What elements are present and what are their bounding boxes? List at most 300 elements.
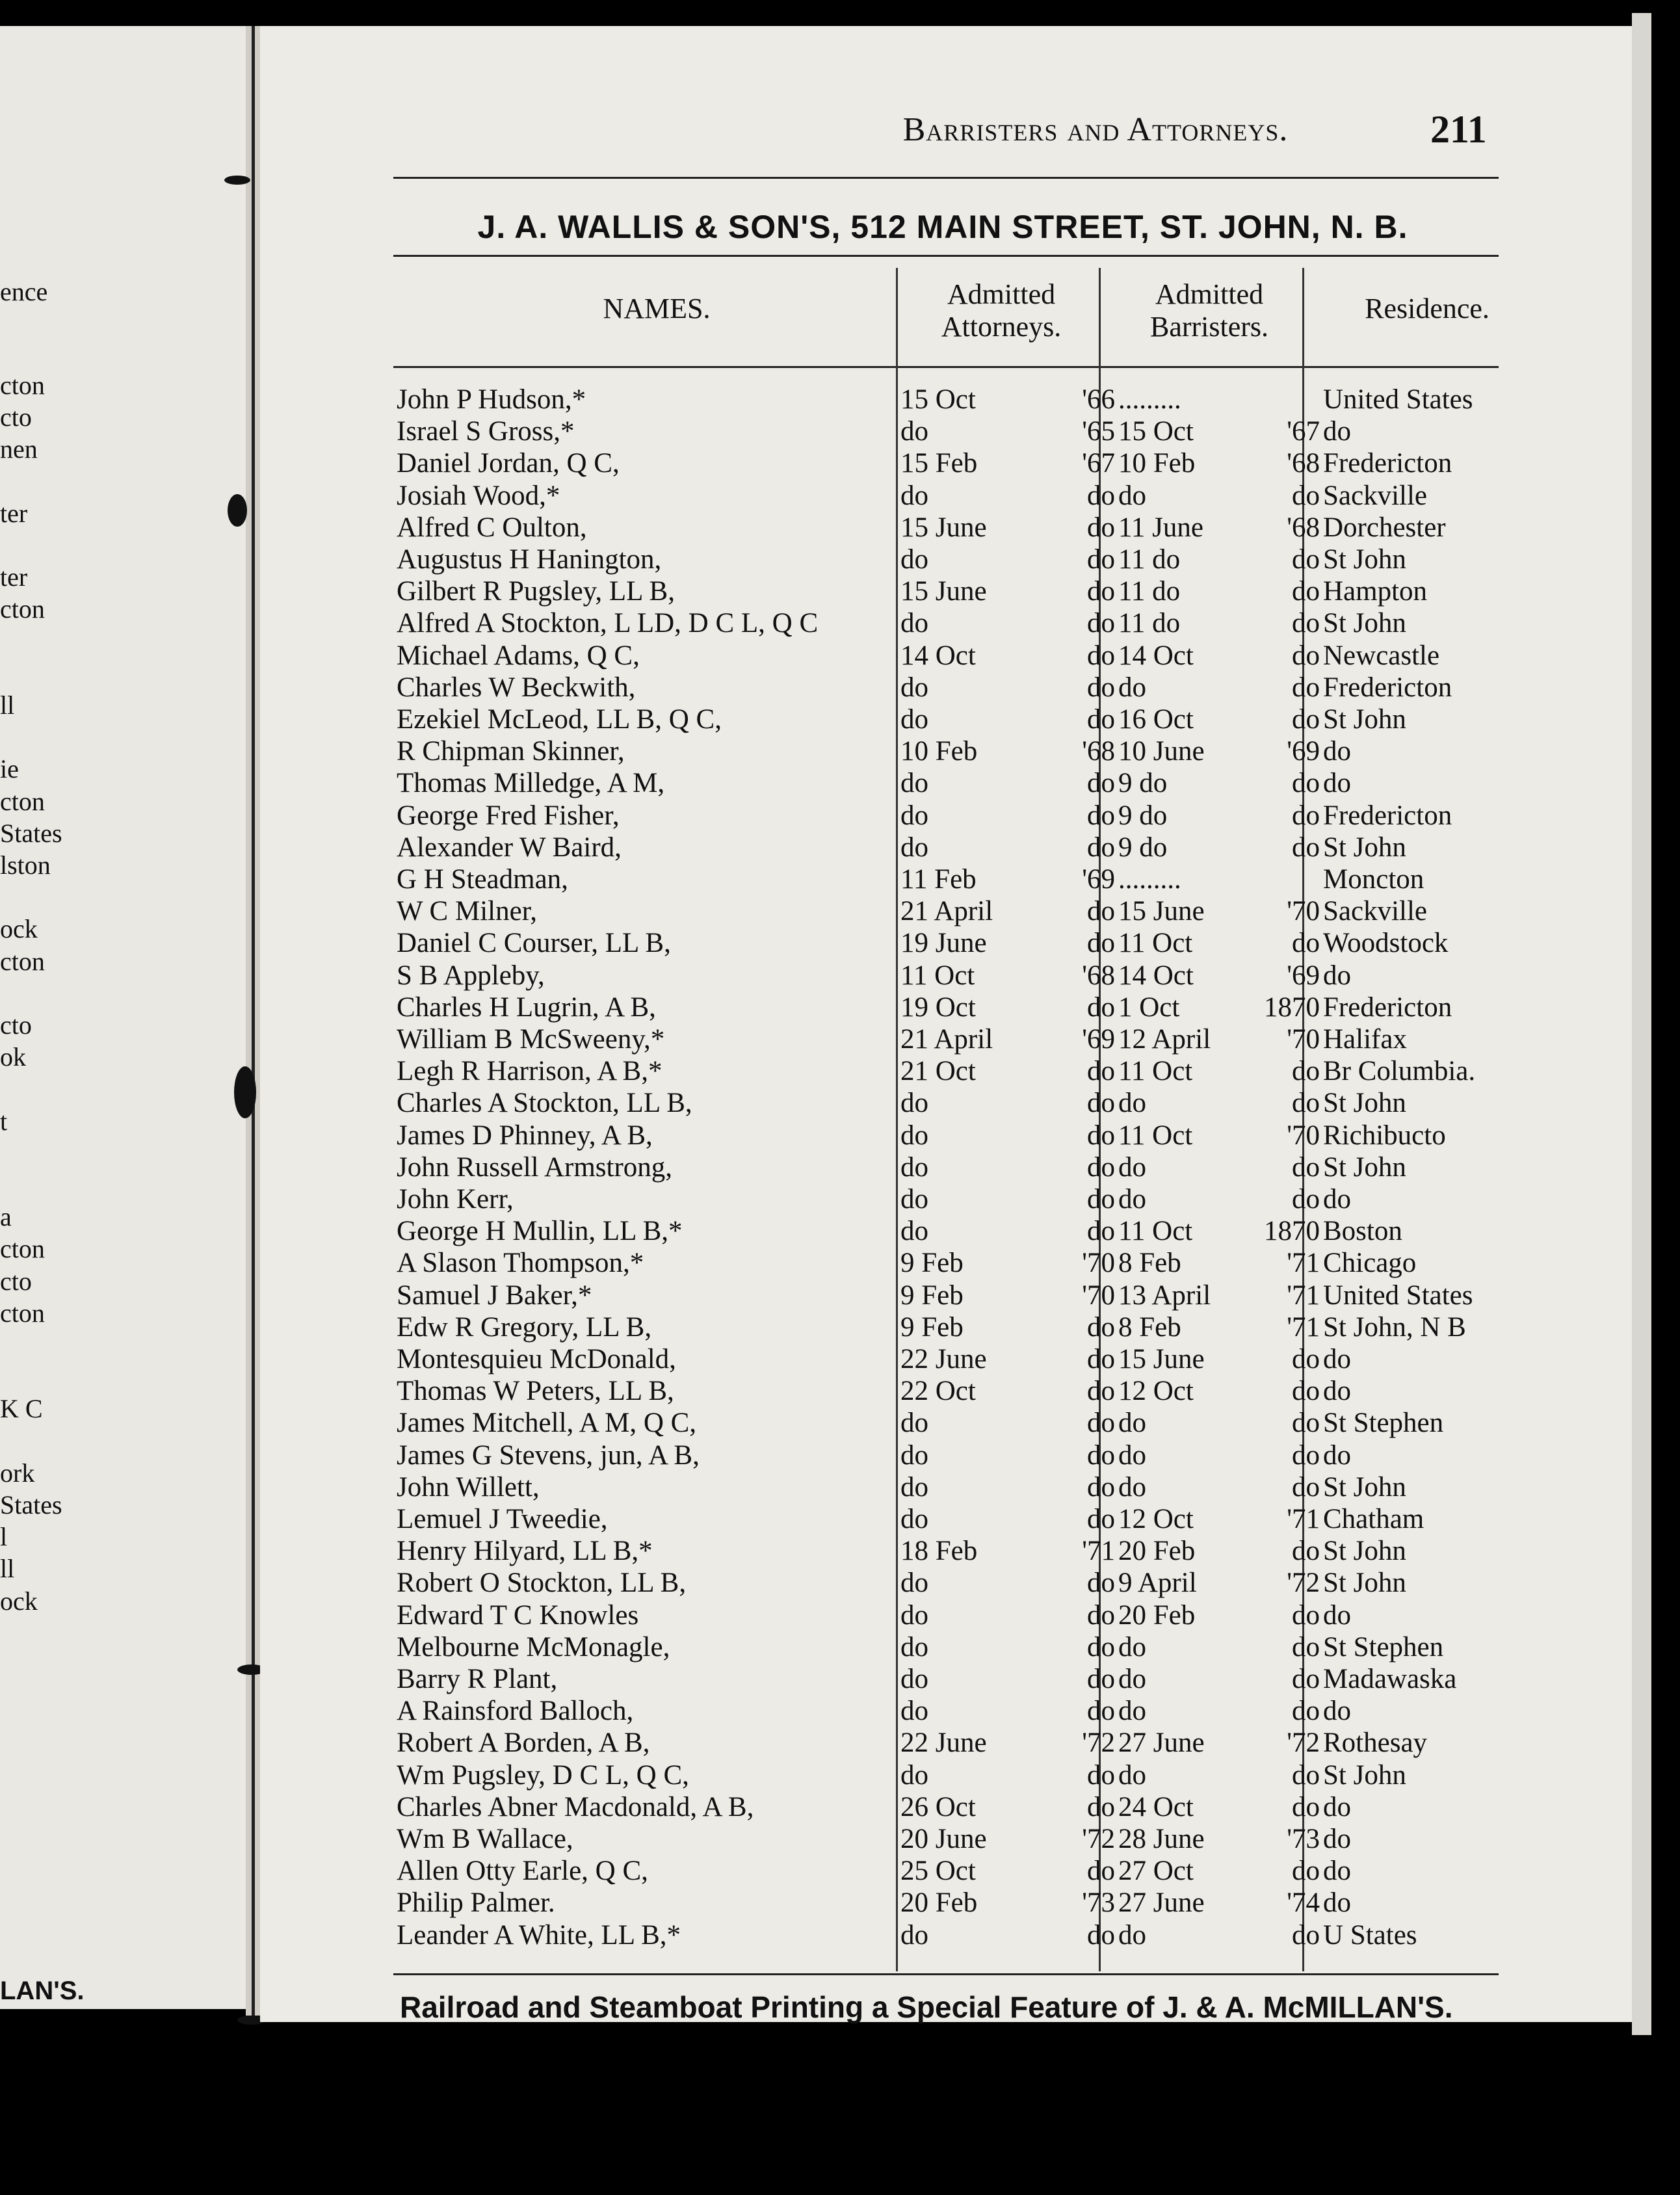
attorney-year-cell: do (1087, 704, 1115, 735)
page-number: 211 (1430, 108, 1487, 151)
column-header-barristers: Admitted Barristers. (1149, 278, 1269, 343)
ink-blot (234, 1066, 256, 1118)
name-cell: Josiah Wood,* (397, 480, 560, 511)
attorney-date-cell: do (900, 1664, 928, 1694)
residence-cell: Dorchester (1323, 512, 1446, 543)
name-cell: Charles H Lugrin, A B, (397, 992, 656, 1023)
ink-blot (228, 494, 247, 527)
attorney-year-cell: do (1087, 1408, 1115, 1439)
barrister-date-cell: do (1118, 1631, 1146, 1663)
attorney-year-cell: '69 (1082, 864, 1115, 895)
barrister-date-cell: do (1118, 1696, 1146, 1727)
barrister-date-cell: do (1118, 1919, 1146, 1951)
residence-cell: Moncton (1323, 864, 1424, 895)
name-cell: Daniel C Courser, LL B, (397, 928, 671, 959)
residence-cell: St John (1323, 704, 1406, 735)
column-header-names: NAMES. (603, 293, 711, 324)
name-cell: Israel S Gross,* (397, 416, 575, 447)
barrister-year-cell: '71 (1287, 1280, 1320, 1311)
table-row (260, 1791, 1632, 1823)
residence-cell: Halifax (1323, 1024, 1407, 1055)
table-row (260, 832, 1632, 863)
page-edge (1632, 13, 1651, 2035)
barrister-year-cell: do (1292, 928, 1320, 959)
table-row (260, 1311, 1632, 1343)
barrister-date-cell: 11 June (1118, 512, 1203, 543)
attorney-year-cell: '65 (1082, 416, 1115, 447)
attorney-year-cell: do (1087, 1696, 1115, 1727)
facing-page-line: ll (0, 1554, 15, 1584)
name-cell: James Mitchell, A M, Q C, (397, 1408, 697, 1439)
facing-page-line: cton (0, 594, 45, 624)
attorney-date-cell: 15 Feb (900, 448, 978, 479)
residence-cell: St John (1323, 1568, 1406, 1599)
attorney-date-cell: do (900, 1408, 928, 1439)
barrister-date-cell: do (1118, 1151, 1146, 1183)
gutter-line (252, 26, 255, 2016)
barrister-year-cell: do (1292, 1791, 1320, 1822)
barrister-date-cell: 20 Feb (1118, 1536, 1196, 1567)
attorney-date-cell: 18 Feb (900, 1536, 978, 1567)
table-row (260, 1727, 1632, 1759)
name-cell: Thomas Milledge, A M, (397, 768, 665, 799)
attorney-year-cell: '70 (1082, 1248, 1115, 1279)
attorney-date-cell: do (900, 1471, 928, 1503)
facing-page-line: ok (0, 1042, 26, 1072)
barrister-date-cell: 20 Feb (1118, 1599, 1196, 1631)
facing-page-line: nen (0, 434, 38, 464)
attorney-year-cell: do (1087, 512, 1115, 543)
facing-page-line: ter (0, 498, 28, 528)
barrister-year-cell: '71 (1287, 1504, 1320, 1534)
attorney-year-cell: do (1087, 1439, 1115, 1471)
barrister-year-cell: do (1292, 1471, 1320, 1503)
facing-page-line: ter (0, 562, 28, 592)
name-cell: James G Stevens, jun, A B, (397, 1439, 700, 1471)
name-cell: Robert A Borden, A B, (397, 1728, 650, 1759)
residence-cell: Rothesay (1323, 1728, 1428, 1759)
residence-cell: St John, N B (1323, 1311, 1466, 1343)
barrister-date-cell: 27 June (1118, 1887, 1205, 1919)
attorney-date-cell: do (900, 832, 928, 863)
name-cell: G H Steadman, (397, 864, 568, 895)
barrister-year-cell: do (1292, 704, 1320, 735)
facing-page-fragment (0, 26, 246, 2009)
residence-cell: do (1323, 1791, 1351, 1822)
barrister-year-cell: '72 (1287, 1568, 1320, 1599)
facing-page-line: ock (0, 1586, 38, 1616)
attorney-year-cell: '71 (1082, 1536, 1115, 1567)
residence-cell: Fredericton (1323, 992, 1452, 1023)
barrister-date-cell: 16 Oct (1118, 704, 1194, 735)
barrister-year-cell: do (1292, 1664, 1320, 1694)
residence-cell: Woodstock (1323, 928, 1449, 959)
residence-cell: St John (1323, 832, 1406, 863)
facing-page-line: lston (0, 850, 51, 880)
residence-cell: Chicago (1323, 1248, 1417, 1279)
attorney-year-cell: do (1087, 1919, 1115, 1951)
attorney-date-cell: do (900, 768, 928, 799)
table-row (260, 1055, 1632, 1087)
barrister-year-cell: do (1292, 1151, 1320, 1183)
barrister-date-cell: 9 do (1118, 768, 1168, 799)
attorney-year-cell: '73 (1082, 1887, 1115, 1919)
facing-page-heading: ence (0, 277, 48, 306)
name-cell: William B McSweeny,* (397, 1024, 665, 1055)
barrister-year-cell: do (1292, 1599, 1320, 1631)
residence-cell: St John (1323, 544, 1406, 575)
attorney-year-cell: do (1087, 928, 1115, 959)
attorney-year-cell: do (1087, 1311, 1115, 1343)
residence-cell: U States (1323, 1919, 1417, 1951)
table-row (260, 1343, 1632, 1375)
barrister-year-cell: '71 (1287, 1248, 1320, 1279)
facing-page-footer: LAN'S. (0, 1977, 85, 2005)
name-cell: Wm Pugsley, D C L, Q C, (397, 1759, 689, 1791)
facing-page-line: cton (0, 946, 45, 976)
table-row (260, 1919, 1632, 1951)
barrister-date-cell: 11 Oct (1118, 1216, 1193, 1247)
residence-cell: United States (1323, 1280, 1473, 1311)
running-head: Barristers and Attorneys. (902, 111, 1289, 148)
barrister-date-cell: 8 Feb (1118, 1311, 1181, 1343)
barrister-date-cell: do (1118, 1664, 1146, 1694)
table-row (260, 1375, 1632, 1407)
facing-page-line: cto (0, 1010, 32, 1040)
table-row (260, 863, 1632, 895)
attorney-date-cell: 15 Oct (900, 384, 976, 415)
table-row (260, 1887, 1632, 1919)
table-row (260, 1855, 1632, 1887)
name-cell: Charles A Stockton, LL B, (397, 1088, 692, 1119)
table-row (260, 512, 1632, 544)
barrister-date-cell: 15 Oct (1118, 416, 1194, 447)
table-row (260, 800, 1632, 832)
attorney-year-cell: do (1087, 1151, 1115, 1183)
barrister-year-cell: do (1292, 544, 1320, 575)
footer-rule (393, 1973, 1499, 1975)
barrister-year-cell: do (1292, 1088, 1320, 1119)
barrister-year-cell: '71 (1287, 1311, 1320, 1343)
attorney-date-cell: 9 Feb (900, 1311, 964, 1343)
table-row (260, 895, 1632, 927)
name-cell: A Slason Thompson,* (397, 1248, 644, 1279)
barrister-year-cell: do (1292, 1408, 1320, 1439)
barrister-year-cell: do (1292, 672, 1320, 703)
attorney-year-cell: do (1087, 608, 1115, 639)
attorney-date-cell: do (900, 1184, 928, 1215)
barrister-year-cell: do (1292, 608, 1320, 639)
barrister-year-cell: do (1292, 576, 1320, 607)
facing-page-line: K C (0, 1394, 43, 1424)
attorney-date-cell: 15 June (900, 576, 987, 607)
facing-page-line: t (0, 1106, 8, 1136)
name-cell: Ezekiel McLeod, LL B, Q C, (397, 704, 722, 735)
barrister-year-cell: do (1292, 1056, 1320, 1087)
table-row (260, 607, 1632, 639)
attorney-date-cell: 22 June (900, 1344, 987, 1374)
name-cell: George H Mullin, LL B,* (397, 1216, 683, 1247)
table-row (260, 1567, 1632, 1599)
attorney-date-cell: 11 Oct (900, 960, 975, 991)
barrister-date-cell: do (1118, 672, 1146, 703)
barrister-date-cell: 27 Oct (1118, 1856, 1194, 1887)
attorney-year-cell: '69 (1082, 1024, 1115, 1055)
name-cell: Samuel J Baker,* (397, 1280, 592, 1311)
residence-cell: do (1323, 1376, 1351, 1407)
attorney-year-cell: '68 (1082, 960, 1115, 991)
attorney-date-cell: 21 Oct (900, 1056, 976, 1087)
attorney-year-cell: do (1087, 640, 1115, 671)
barrister-year-cell: '68 (1287, 512, 1320, 543)
barrister-year-cell: '73 (1287, 1824, 1320, 1854)
name-cell: Leander A White, LL B,* (397, 1919, 681, 1951)
table-row (260, 1599, 1632, 1631)
barrister-year-cell: '67 (1287, 416, 1320, 447)
name-cell: Augustus H Hanington, (397, 544, 662, 575)
residence-cell: do (1323, 736, 1351, 767)
table-row (260, 992, 1632, 1023)
barrister-year-cell: do (1292, 1919, 1320, 1951)
barrister-year-cell: do (1292, 800, 1320, 831)
residence-cell: United States (1323, 384, 1473, 415)
name-cell: Alfred A Stockton, L LD, D C L, Q C (397, 608, 819, 639)
attorney-year-cell: do (1087, 1759, 1115, 1791)
table-row (260, 1503, 1632, 1535)
residence-cell: Madawaska (1323, 1664, 1457, 1694)
barrister-date-cell: 27 June (1118, 1728, 1205, 1759)
table-row (260, 1215, 1632, 1247)
name-cell: George Fred Fisher, (397, 800, 620, 831)
residence-cell: St John (1323, 1088, 1406, 1119)
attorney-date-cell: 9 Feb (900, 1280, 964, 1311)
barrister-date-cell: 12 Oct (1118, 1376, 1194, 1407)
attorney-date-cell: 20 June (900, 1824, 987, 1854)
name-cell: Thomas W Peters, LL B, (397, 1376, 674, 1407)
residence-cell: do (1323, 1856, 1351, 1887)
table-row (260, 1247, 1632, 1279)
barrister-date-cell: do (1118, 1439, 1146, 1471)
facing-page-line: cton (0, 371, 45, 400)
attorney-date-cell: 25 Oct (900, 1856, 976, 1887)
residence-cell: Richibucto (1323, 1120, 1446, 1151)
attorney-date-cell: 20 Feb (900, 1887, 978, 1919)
table-row (260, 415, 1632, 447)
barrister-date-cell: 11 Oct (1118, 1056, 1193, 1087)
attorney-year-cell: do (1087, 576, 1115, 607)
attorney-date-cell: do (900, 480, 928, 511)
barrister-date-cell: 9 April (1118, 1568, 1197, 1599)
attorney-year-cell: do (1087, 768, 1115, 799)
barrister-date-cell: ......... (1118, 864, 1181, 895)
name-cell: Melbourne McMonagle, (397, 1631, 670, 1663)
residence-cell: do (1323, 416, 1351, 447)
table-row (260, 640, 1632, 672)
barrister-date-cell: do (1118, 1759, 1146, 1791)
name-cell: Michael Adams, Q C, (397, 640, 640, 671)
attorney-date-cell: 10 Feb (900, 736, 978, 767)
barrister-year-cell: '68 (1287, 448, 1320, 479)
barrister-date-cell: 12 Oct (1118, 1504, 1194, 1534)
name-cell: Alfred C Oulton, (397, 512, 587, 543)
attorney-year-cell: do (1087, 1568, 1115, 1599)
attorney-date-cell: do (900, 1088, 928, 1119)
attorney-date-cell: do (900, 1631, 928, 1663)
residence-cell: St John (1323, 1471, 1406, 1503)
barrister-year-cell: do (1292, 1439, 1320, 1471)
attorney-date-cell: 14 Oct (900, 640, 976, 671)
residence-cell: St John (1323, 1536, 1406, 1567)
barrister-year-cell: '70 (1287, 1024, 1320, 1055)
name-cell: Montesquieu McDonald, (397, 1344, 676, 1374)
attorney-year-cell: do (1087, 480, 1115, 511)
directory-page (260, 26, 1632, 2022)
attorney-year-cell: '72 (1082, 1728, 1115, 1759)
attorney-year-cell: do (1087, 1631, 1115, 1663)
attorney-year-cell: do (1087, 800, 1115, 831)
attorney-year-cell: do (1087, 1791, 1115, 1822)
attorney-year-cell: do (1087, 1599, 1115, 1631)
table-row (260, 447, 1632, 479)
barrister-year-cell: '69 (1287, 960, 1320, 991)
attorney-year-cell: do (1087, 1056, 1115, 1087)
attorney-date-cell: 22 June (900, 1728, 987, 1759)
table-row (260, 1183, 1632, 1215)
barrister-year-cell: do (1292, 640, 1320, 671)
table-row (260, 672, 1632, 703)
name-cell: Philip Palmer. (397, 1887, 555, 1919)
attorney-year-cell: do (1087, 1344, 1115, 1374)
barrister-year-cell: do (1292, 1536, 1320, 1567)
advertisement-footer: Railroad and Steamboat Printing a Special Feature of J. & A. McMILLAN'S. (400, 1990, 1453, 2024)
barrister-year-cell: do (1292, 1184, 1320, 1215)
residence-cell: do (1323, 1696, 1351, 1727)
name-cell: John Kerr, (397, 1184, 514, 1215)
barrister-date-cell: 10 Feb (1118, 448, 1196, 479)
attorney-date-cell: do (900, 1151, 928, 1183)
name-cell: Legh R Harrison, A B,* (397, 1056, 663, 1087)
attorney-date-cell: do (900, 1504, 928, 1534)
barrister-date-cell: 11 do (1118, 544, 1181, 575)
barrister-date-cell: 11 do (1118, 576, 1181, 607)
name-cell: R Chipman Skinner, (397, 736, 625, 767)
name-cell: James D Phinney, A B, (397, 1120, 653, 1151)
barrister-date-cell: ......... (1118, 384, 1181, 415)
residence-cell: do (1323, 1599, 1351, 1631)
attorney-year-cell: do (1087, 992, 1115, 1023)
attorney-date-cell: 21 April (900, 896, 993, 927)
name-cell: S B Appleby, (397, 960, 545, 991)
facing-page-line: ork (0, 1458, 35, 1488)
advert-rule (393, 255, 1499, 257)
attorney-year-cell: do (1087, 1216, 1115, 1247)
name-cell: Charles Abner Macdonald, A B, (397, 1791, 754, 1822)
attorney-date-cell: 22 Oct (900, 1376, 976, 1407)
name-cell: W C Milner, (397, 896, 538, 927)
barrister-year-cell: do (1292, 1856, 1320, 1887)
attorney-date-cell: do (900, 1759, 928, 1791)
table-row (260, 1759, 1632, 1791)
barrister-year-cell: do (1292, 768, 1320, 799)
attorney-date-cell: do (900, 672, 928, 703)
residence-cell: Sackville (1323, 480, 1428, 511)
column-header-attorneys: Admitted Attorneys. (941, 278, 1062, 343)
facing-page-line: cton (0, 786, 45, 816)
facing-page-line: cto (0, 1266, 32, 1296)
attorney-date-cell: do (900, 704, 928, 735)
attorney-date-cell: 26 Oct (900, 1791, 976, 1822)
residence-cell: Sackville (1323, 896, 1428, 927)
table-row (260, 1087, 1632, 1119)
name-cell: Henry Hilyard, LL B,* (397, 1536, 653, 1567)
attorney-year-cell: '70 (1082, 1280, 1115, 1311)
barrister-year-cell: do (1292, 1376, 1320, 1407)
attorney-year-cell: do (1087, 1856, 1115, 1887)
barrister-date-cell: 10 June (1118, 736, 1205, 767)
attorney-date-cell: do (900, 1696, 928, 1727)
attorney-date-cell: 15 June (900, 512, 987, 543)
barrister-year-cell: '70 (1287, 1120, 1320, 1151)
barrister-year-cell: do (1292, 1631, 1320, 1663)
name-cell: A Rainsford Balloch, (397, 1696, 634, 1727)
barrister-date-cell: do (1118, 1471, 1146, 1503)
facing-page-line: cto (0, 402, 32, 432)
facing-page-line: l (0, 1522, 8, 1552)
barrister-date-cell: 14 Oct (1118, 640, 1194, 671)
barrister-year-cell: '74 (1287, 1887, 1320, 1919)
attorney-date-cell: do (900, 800, 928, 831)
table-row (260, 384, 1632, 415)
residence-cell: St John (1323, 608, 1406, 639)
table-row (260, 1439, 1632, 1471)
barrister-date-cell: 11 Oct (1118, 1120, 1193, 1151)
table-row (260, 1535, 1632, 1567)
barrister-year-cell: 1870 (1264, 992, 1320, 1023)
attorney-year-cell: do (1087, 1088, 1115, 1119)
barrister-date-cell: 8 Feb (1118, 1248, 1181, 1279)
facing-page-line: ock (0, 914, 38, 944)
residence-cell: Br Columbia. (1323, 1056, 1476, 1087)
table-row (260, 575, 1632, 607)
attorney-year-cell: do (1087, 672, 1115, 703)
barrister-date-cell: do (1118, 480, 1146, 511)
table-row (260, 1471, 1632, 1503)
barrister-date-cell: 13 April (1118, 1280, 1211, 1311)
column-header-residence: Residence. (1365, 293, 1490, 324)
facing-page-line: ie (0, 754, 19, 784)
residence-cell: do (1323, 1887, 1351, 1919)
table-row (260, 1280, 1632, 1311)
name-cell: John Willett, (397, 1471, 540, 1503)
barrister-date-cell: 12 April (1118, 1024, 1211, 1055)
table-row (260, 480, 1632, 512)
barrister-year-cell: 1870 (1264, 1216, 1320, 1247)
book-gutter (246, 26, 260, 2016)
attorney-date-cell: 21 April (900, 1024, 993, 1055)
attorney-year-cell: do (1087, 1376, 1115, 1407)
residence-cell: St John (1323, 1759, 1406, 1791)
attorney-year-cell: do (1087, 544, 1115, 575)
table-row (260, 767, 1632, 799)
name-cell: Edward T C Knowles (397, 1599, 639, 1631)
attorney-year-cell: do (1087, 1120, 1115, 1151)
table-row (260, 927, 1632, 959)
residence-cell: do (1323, 960, 1351, 991)
facing-page-line: States (0, 818, 62, 848)
barrister-date-cell: 11 Oct (1118, 928, 1193, 959)
name-cell: Robert O Stockton, LL B, (397, 1568, 687, 1599)
residence-cell: do (1323, 1439, 1351, 1471)
